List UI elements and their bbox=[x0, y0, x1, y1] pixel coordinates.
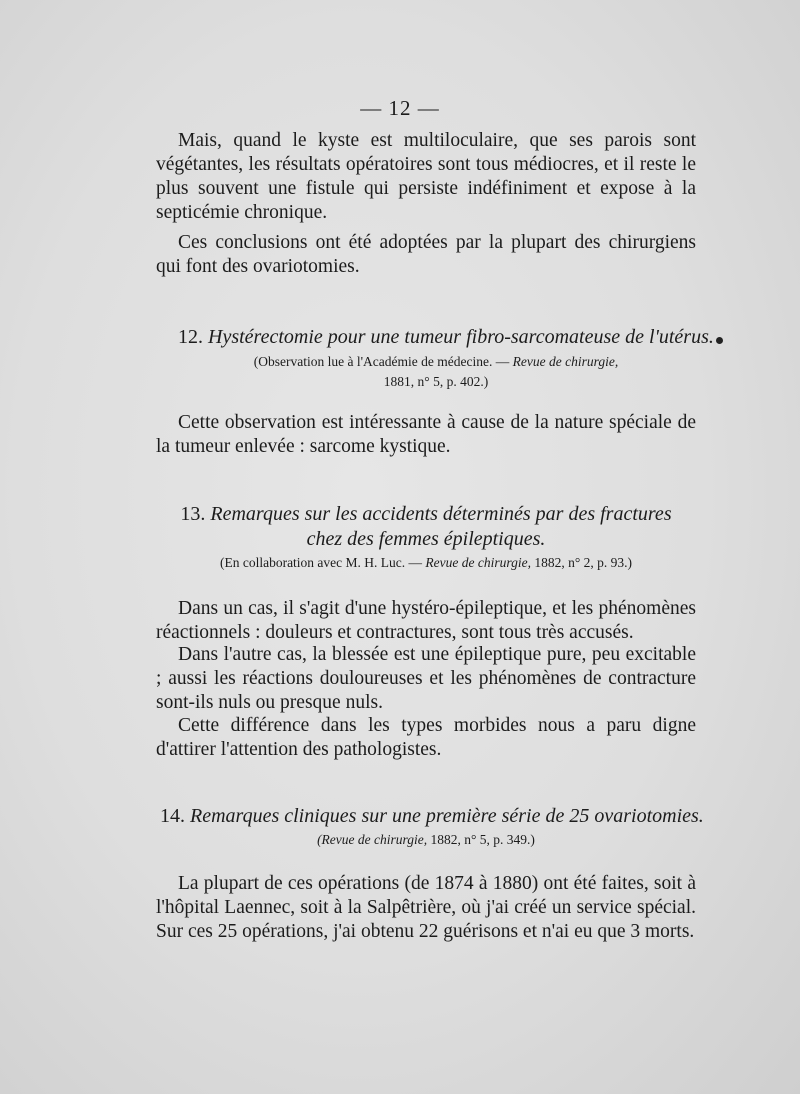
section-14-reference bbox=[156, 830, 696, 850]
section-14-heading bbox=[160, 804, 704, 829]
section-14-number: 14. bbox=[160, 805, 185, 827]
section-12-ref-line2: 1881, n° 5, p. 402.) bbox=[383, 374, 489, 389]
section-12-reference bbox=[196, 352, 676, 392]
section-14-ref-journal: (Revue de chirurgie, bbox=[317, 832, 428, 847]
section-14-title: Remarques cliniques sur une première série de 25 ovariotomies. bbox=[190, 805, 704, 827]
section-14-paragraph: La plupart de ces opérations (de 1874 à 1880) ont été faites, soit à l'hôpital Laennec, soit à la Salpêtrière, où j'ai créé un service spécial. Sur ces 25 opérations, j'ai obtenu 22 guérisons et n'ai eu que 3 morts. bbox=[156, 873, 696, 942]
section-13-paragraph-3: Cette différence dans les types morbides nous a paru digne d'attirer l'attention des pathologistes. bbox=[156, 715, 696, 760]
section-13-number: 13. bbox=[180, 503, 206, 525]
intro-paragraph-2: Ces conclusions ont été adoptées par la plupart des chirurgiens qui font des ovariotomies. bbox=[156, 232, 696, 277]
section-12-ref-text: (Observation lue à l'Académie de médecine. — bbox=[253, 354, 513, 369]
section-12-paragraph: Cette observation est intéressante à cause de la nature spéciale de la tumeur enlevée : sarcome kystique. bbox=[156, 412, 696, 457]
ink-speck bbox=[716, 337, 723, 344]
section-14-ref-detail: 1882, n° 5, p. 349.) bbox=[427, 832, 535, 847]
intro-paragraph-1: Mais, quand le kyste est multiloculaire, que ses parois sont végétantes, les résultats opératoires sont tous médiocres, et il reste le plus souvent une fistule qui persiste indéfiniment et expose à la septicémie chronique. bbox=[156, 130, 696, 223]
section-12-number: 12. bbox=[178, 326, 203, 348]
section-13-ref-text: (En collaboration avec M. H. Luc. — bbox=[219, 555, 426, 570]
section-13-heading bbox=[156, 502, 696, 552]
section-13-title-line2: chez des femmes épileptiques. bbox=[306, 528, 546, 550]
section-13-paragraph-2: Dans l'autre cas, la blessée est une épileptique pure, peu excitable ; aussi les réactions douloureuses et les phénomènes de contracture sont-ils nuls ou presque nuls. bbox=[156, 644, 696, 713]
section-13-ref-journal: Revue de chirurgie, bbox=[425, 555, 531, 570]
section-13-reference bbox=[156, 553, 696, 573]
section-13-paragraph-1: Dans un cas, il s'agit d'une hystéro-épileptique, et les phénomènes réactionnels : douleurs et contractures, sont tous très accusés. bbox=[156, 598, 696, 643]
page-number: — 12 — bbox=[360, 96, 440, 120]
section-12-ref-journal: Revue de chirurgie, bbox=[512, 354, 619, 369]
section-12-heading bbox=[178, 325, 714, 350]
section-12-title: Hystérectomie pour une tumeur fibro-sarcomateuse de l'utérus. bbox=[208, 326, 714, 348]
section-13-title-line1: Remarques sur les accidents déterminés par des fractures bbox=[210, 503, 672, 525]
section-13-ref-detail: 1882, n° 2, p. 93.) bbox=[531, 555, 633, 570]
